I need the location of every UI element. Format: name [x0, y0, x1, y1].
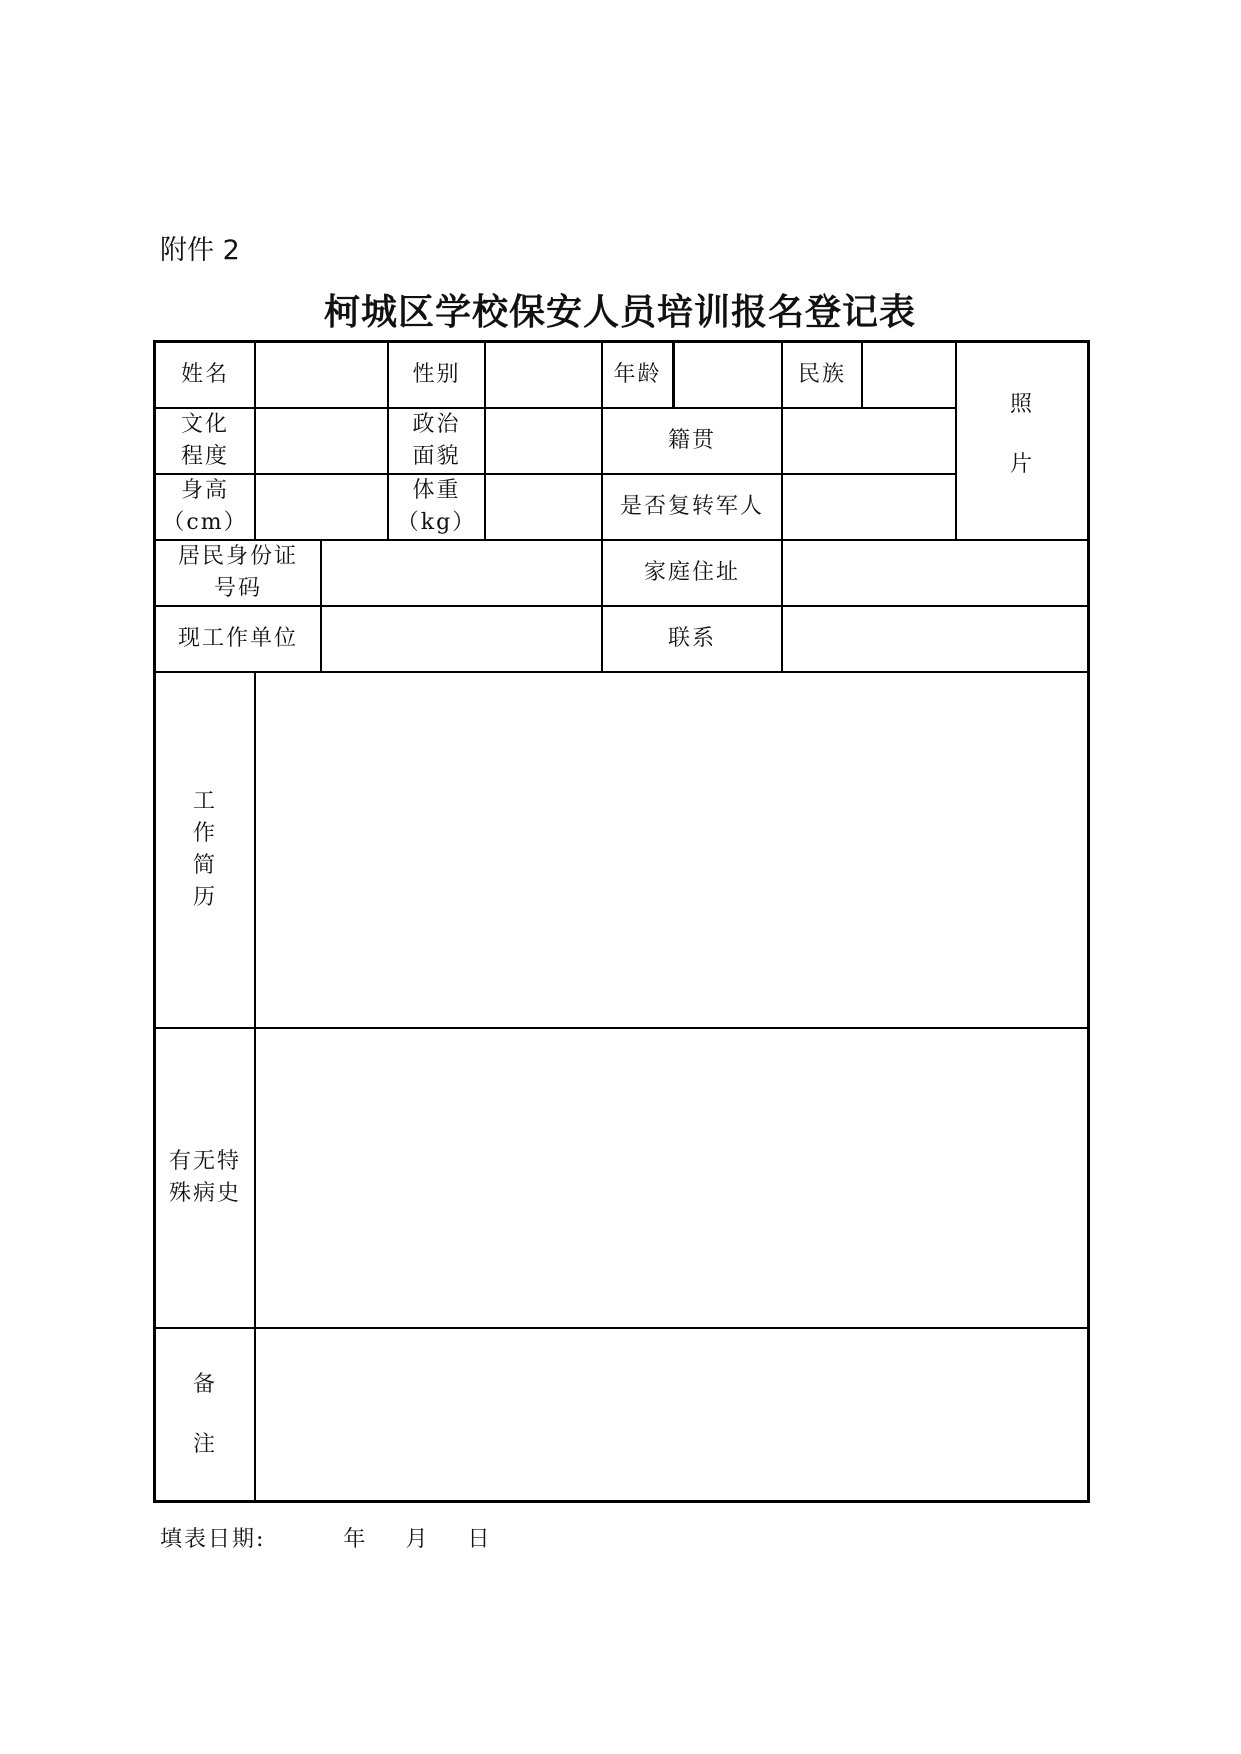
age-field[interactable] [675, 343, 781, 407]
work-history-label: 工 作 简 历 [192, 789, 217, 910]
home-address-label: 家庭住址 [643, 560, 740, 585]
veteran-field[interactable] [783, 475, 955, 539]
name-label: 姓名 [180, 362, 229, 387]
fill-date-year[interactable]: 年 [343, 1527, 368, 1552]
political-status-field[interactable] [486, 409, 601, 473]
photo-box[interactable]: 照 片 [1009, 392, 1034, 477]
remarks-label: 备 注 [192, 1371, 217, 1457]
employer-label: 现工作单位 [177, 626, 298, 651]
ethnicity-label: 民族 [797, 362, 846, 387]
fill-date-month[interactable]: 月 [405, 1527, 430, 1552]
fill-date-day[interactable]: 日 [467, 1527, 492, 1552]
education-field[interactable] [256, 409, 387, 473]
contact-field[interactable] [783, 607, 1087, 671]
remarks-field[interactable] [256, 1329, 1087, 1500]
veteran-label: 是否复转军人 [619, 494, 764, 519]
medical-history-field[interactable] [256, 1029, 1087, 1327]
id-number-label: 居民身份证 号码 [177, 544, 298, 601]
name-field[interactable] [256, 343, 387, 407]
form-title: 柯城区学校保安人员培训报名登记表 [323, 291, 916, 333]
political-status-label: 政治 面貌 [412, 412, 461, 469]
fill-date-label: 填表日期: [160, 1527, 266, 1552]
weight-field[interactable] [486, 475, 601, 539]
height-field[interactable] [256, 475, 387, 539]
gender-field[interactable] [486, 343, 601, 407]
native-place-field[interactable] [783, 409, 955, 473]
work-history-field[interactable] [256, 673, 1087, 1027]
contact-label: 联系 [667, 626, 716, 651]
age-label: 年龄 [613, 362, 662, 387]
fill-date-line [160, 1522, 491, 1553]
native-place-label: 籍贯 [667, 428, 716, 453]
ethnicity-field[interactable] [863, 343, 955, 407]
gender-label: 性别 [412, 362, 461, 387]
id-number-field[interactable] [322, 541, 601, 605]
attachment-label: 附件 2 [160, 235, 240, 266]
height-label: 身高 （cm） [162, 478, 248, 535]
education-label: 文化 程度 [180, 412, 229, 469]
home-address-field[interactable] [783, 541, 1087, 605]
weight-label: 体重 （kg） [396, 478, 477, 535]
employer-field[interactable] [322, 607, 601, 671]
medical-history-label: 有无特 殊病史 [168, 1149, 241, 1206]
